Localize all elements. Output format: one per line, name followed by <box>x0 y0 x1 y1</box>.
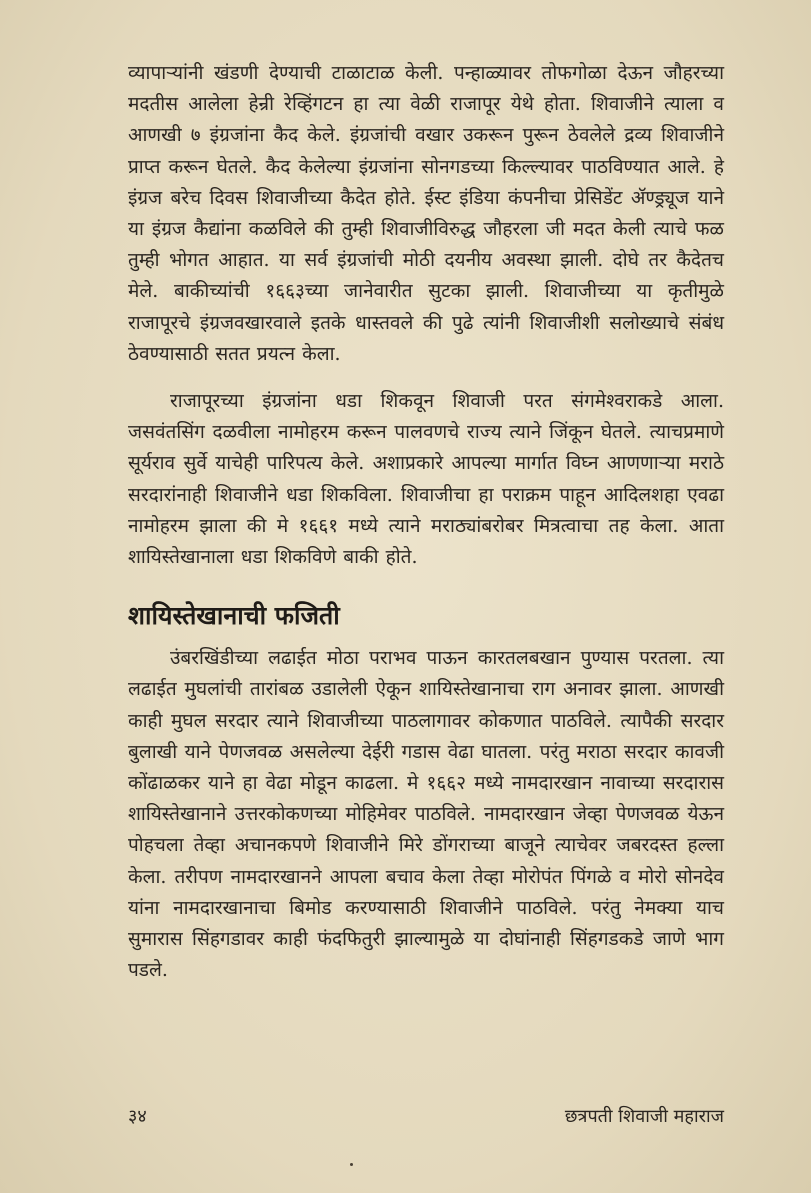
paper-speck <box>350 1163 353 1166</box>
running-title: छत्रपती शिवाजी महाराज <box>564 1106 724 1127</box>
paragraph-2: राजापूरच्या इंग्रजांना धडा शिकवून शिवाजी परत संगमेश्वराकडे आला. जसवंतसिंग दळवीला नामोहरम करून पालवणचे राज्य त्याने जिंकून घेतले. त्याचप्रमाणे सूर्यराव सुर्वे याचेही पारिपत्य केले. अशाप्रकारे आपल्या मार्गात विघ्न आणणाऱ्या मराठे सरदारांनाही शिवाजीने धडा शिकविला. शिवाजीचा हा पराक्रम पाहून आदिलशहा एवढा नामोहरम झाला की मे १६६१ मध्ये त्याने मराठ्यांबरोबर मित्रत्वाचा तह केला. आता शायिस्तेखानाला धडा शिकविणे बाकी होते. <box>128 390 724 569</box>
paragraph-3: उंबरखिंडीच्या लढाईत मोठा पराभव पाऊन कारतलबखान पुण्यास परतला. त्या लढाईत मुघलांची तारांबळ उडालेली ऐकून शायिस्तेखानाचा राग अनावर झाला. आणखी काही मुघल सरदार त्याने शिवाजीच्या पाठलागावर कोकणात पाठविले. त्यापैकी सरदार बुलाखी याने पेणजवळ असलेल्या देईरी गडास वेढा घातला. परंतु मराठा सरदार कावजी कोंढाळकर याने हा वेढा मोडून काढला. मे १६६२ मध्ये नामदारखान नावाच्या सरदारास शायिस्तेखानाने उत्तरकोकणच्या मोहिमेवर पाठविले. नामदारखान जेव्हा पेणजवळ येऊन पोहचला तेव्हा अचानकपणे शिवाजीने मिरे डोंगराच्या बाजूने त्याचेवर जबरदस्त हल्ला केला. तरीपण नामदारखानने आपला बचाव केला तेव्हा मोरोपंत पिंगळे व मोरो सोनदेव यांना नामदारखानाचा बिमोड करण्यासाठी शिवाजीने पाठविले. परंतु नेमक्या याच सुमारास सिंहगडावर काही फंदफितुरी झाल्यामुळे या दोघांनाही सिंहगडकडे जाणे भाग पडले. <box>128 647 724 982</box>
page-number: ३४ <box>128 1106 147 1127</box>
section-heading: शायिस्तेखानाची फजिती <box>128 601 340 631</box>
paragraph-1: व्यापाऱ्यांनी खंडणी देण्याची टाळाटाळ केली. पन्हाळ्यावर तोफगोळा देऊन जौहरच्या मदतीस आलेला हेन्री रेव्हिंगटन हा त्या वेळी राजापूर येथे होता. शिवाजीने त्याला व आणखी ७ इंग्रजांना कैद केले. इंग्रजांची वखार उकरून पुरून ठेवलेले द्रव्य शिवाजीने प्राप्त करून घेतले. कैद केलेल्या इंग्रजांना सोनगडच्या किल्ल्यावर पाठविण्यात आले. हे इंग्रज बरेच दिवस शिवाजीच्या कैदेत होते. ईस्ट इंडिया कंपनीचा प्रेसिडेंट ॲण्ड्र्यूज याने या इंग्रज कैद्यांना कळविले की तुम्ही शिवाजीविरुद्ध जौहरला जी मदत केली त्याचे फळ तुम्ही भोगत आहात. या सर्व इंग्रजांची मोठी दयनीय अवस्था झाली. दोघे तर कैदेतच मेले. बाकीच्यांची १६६३च्या जानेवारीत सुटका झाली. शिवाजीच्या या कृतीमुळे राजापूरचे इंग्रजवखारवाले इतके धास्तवले की पुढे त्यांनी शिवाजीशी सलोख्याचे संबंध ठेवण्यासाठी सतत प्रयत्न केला. <box>128 62 724 365</box>
paragraph-gap <box>128 370 724 386</box>
page-footer <box>128 1104 724 1130</box>
page-content <box>128 58 724 986</box>
